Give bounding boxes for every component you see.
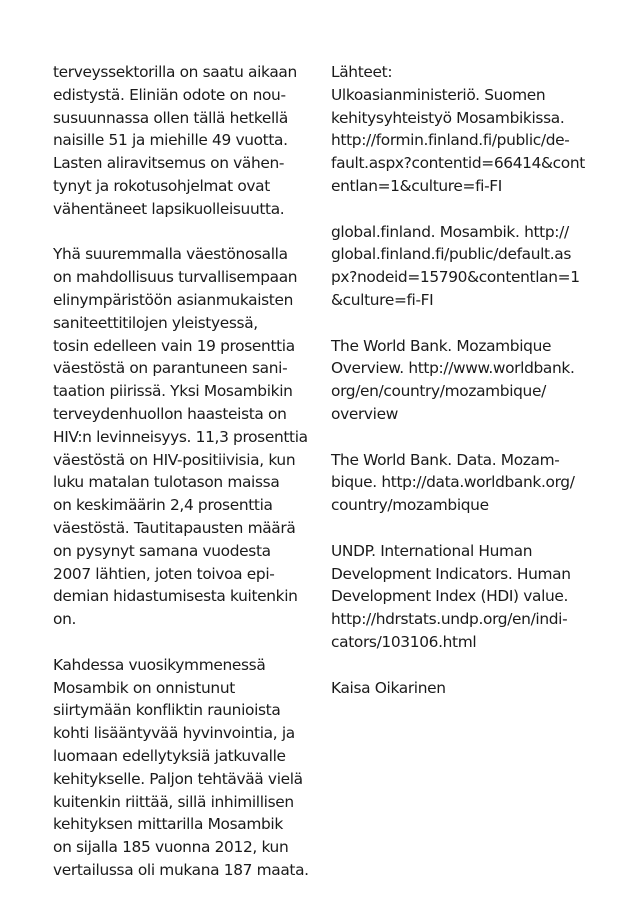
- body-text-line: terveyssektorilla on saatu aikaan: [53, 63, 297, 81]
- sources-line: UNDP. International Human: [331, 541, 533, 560]
- sources-line: kehitysyhteistyö Mosambikissa.: [331, 108, 565, 127]
- body-text-line: terveydenhuollon haasteista on: [53, 404, 287, 423]
- body-text-line: tynyt ja rokotusohjelmat ovat: [53, 176, 270, 195]
- sources-line: Ulkoasianministeriö. Suomen: [331, 85, 546, 104]
- body-text-line: Lasten aliravitsemus on vähen-: [53, 154, 285, 173]
- body-text-line: on keskimäärin 2,4 prosenttia: [53, 496, 273, 515]
- sources-line: http://hdrstats.undp.org/en/indi-: [331, 610, 568, 629]
- body-text-line: Mosambik on onnistunut: [53, 678, 235, 697]
- sources-line: global.finland.fi/public/default.as: [331, 245, 572, 264]
- body-text-line: siirtymään konfliktin raunioista: [53, 701, 281, 720]
- sources-column: [331, 61, 593, 699]
- body-text-line: kehitykselle. Paljon tehtävää vielä: [53, 769, 303, 788]
- body-text-line: on sijalla 185 vuonna 2012, kun: [53, 838, 289, 857]
- body-text-line: väestöstä on parantuneen sani-: [53, 359, 288, 378]
- body-text-line: kuitenkin riittää, sillä inhimillisen: [53, 792, 294, 811]
- body-text-line: on mahdollisuus turvallisempaan: [53, 268, 298, 287]
- sources-line: The World Bank. Data. Mozam-: [331, 450, 560, 469]
- body-text-line: [53, 631, 315, 654]
- body-text-line: vähentäneet lapsikuolleisuutta.: [53, 199, 285, 218]
- body-text-line: elinympäristöön asianmukaisten: [53, 290, 293, 309]
- body-text-line: [53, 221, 315, 244]
- body-text-line: susuunnassa ollen tällä hetkellä: [53, 108, 288, 127]
- body-text-line: kohti lisääntyvää hyvinvointia, ja: [53, 724, 295, 743]
- body-text-line: 2007 lähtien, joten toivoa epi-: [53, 564, 275, 583]
- sources-line: country/mozambique: [331, 496, 489, 515]
- sources-line: [331, 654, 593, 677]
- sources-line: bique. http://data.worldbank.org/: [331, 473, 575, 492]
- body-text-line: HIV:n levinneisyys. 11,3 prosenttia: [53, 427, 308, 446]
- body-text-line: tosin edelleen vain 19 prosenttia: [53, 336, 295, 355]
- sources-line: [331, 198, 593, 221]
- body-text-line: on.: [53, 610, 77, 629]
- sources-line: entlan=1&culture=fi-FI: [331, 176, 502, 195]
- sources-line: global.finland. Mosambik. http://: [331, 222, 569, 241]
- sources-line: overview: [331, 404, 398, 423]
- body-text-line: taation piirissä. Yksi Mosambikin: [53, 382, 293, 401]
- sources-line: org/en/country/mozambique/: [331, 382, 546, 401]
- sources-line: Development Index (HDI) value.: [331, 587, 569, 606]
- sources-line: Development Indicators. Human: [331, 564, 571, 583]
- sources-line: cators/103106.html: [331, 632, 477, 651]
- body-text-line: edistystä. Eliniän odote on nou-: [53, 85, 286, 104]
- sources-line: fault.aspx?contentid=66414&cont: [331, 154, 585, 173]
- body-text-line: naisille 51 ja miehille 49 vuotta.: [53, 131, 288, 150]
- body-text-line: Yhä suuremmalla väestönosalla: [53, 245, 288, 264]
- sources-line: Overview. http://www.worldbank.: [331, 359, 575, 378]
- body-text-line: kehityksen mittarilla Mosambik: [53, 815, 283, 834]
- body-text-line: demian hidastumisesta kuitenkin: [53, 587, 298, 606]
- sources-line: [331, 312, 593, 335]
- body-text-line: vertailussa oli mukana 187 maata.: [53, 860, 309, 879]
- sources-line: Lähteet:: [331, 63, 393, 81]
- sources-line: px?nodeid=15790&contentlan=1: [331, 268, 580, 287]
- body-text-line: väestöstä on HIV-positiivisia, kun: [53, 450, 296, 469]
- body-text-line: Kahdessa vuosikymmenessä: [53, 655, 266, 674]
- body-text-line: luomaan edellytyksiä jatkuvalle: [53, 746, 286, 765]
- sources-line: Kaisa Oikarinen: [331, 678, 446, 697]
- sources-line: [331, 426, 593, 449]
- body-text-line: saniteettitilojen yleistyessä,: [53, 313, 258, 332]
- body-text-line: on pysynyt samana vuodesta: [53, 541, 271, 560]
- sources-line: http://formin.finland.fi/public/de-: [331, 131, 570, 150]
- sources-line: [331, 517, 593, 540]
- body-text-line: luku matalan tulotason maissa: [53, 473, 280, 492]
- body-text-column: [53, 61, 315, 882]
- sources-line: &culture=fi-FI: [331, 290, 434, 309]
- body-text-line: väestöstä. Tautitapausten määrä: [53, 518, 296, 537]
- sources-line: The World Bank. Mozambique: [331, 336, 552, 355]
